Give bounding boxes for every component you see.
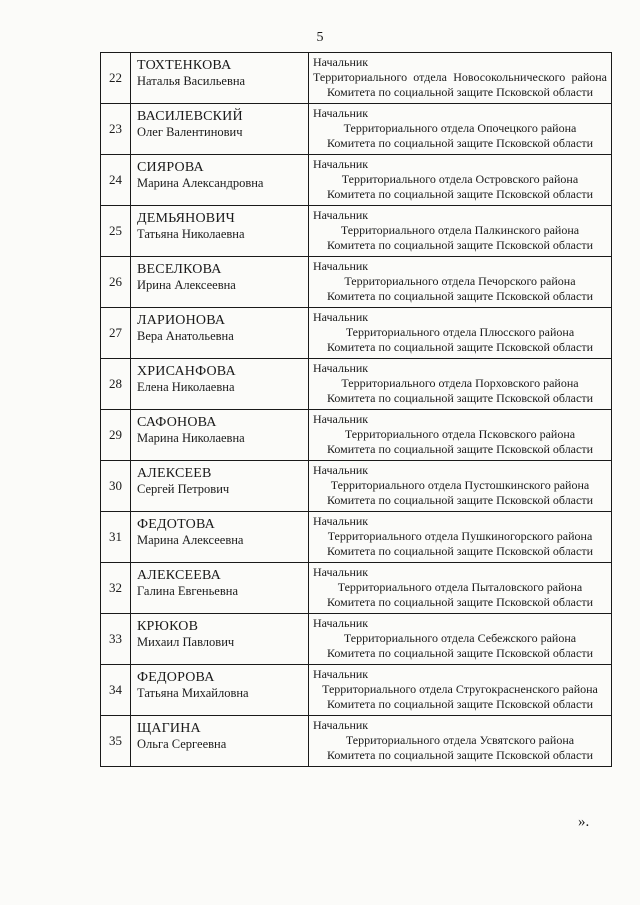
surname: ВАСИЛЕВСКИЙ bbox=[137, 109, 243, 124]
given-names: Татьяна Михайловна bbox=[137, 686, 249, 700]
position-title: Начальник bbox=[313, 463, 369, 477]
position-department: Территориального отдела Пустошкинского района bbox=[330, 478, 590, 492]
row-number: 29 bbox=[101, 410, 131, 461]
position-cell bbox=[309, 104, 612, 155]
row-number: 23 bbox=[101, 104, 131, 155]
surname: ХРИСАНФОВА bbox=[137, 364, 236, 379]
table-row bbox=[101, 206, 612, 257]
surname: АЛЕКСЕЕВ bbox=[137, 466, 212, 481]
position-title: Начальник bbox=[313, 310, 369, 324]
table-row bbox=[101, 614, 612, 665]
row-number: 25 bbox=[101, 206, 131, 257]
given-names: Ирина Алексеевна bbox=[137, 278, 236, 292]
given-names: Вера Анатольевна bbox=[137, 329, 234, 343]
position-department: Территориального отдела Палкинского района bbox=[340, 223, 580, 237]
person-cell bbox=[131, 461, 309, 512]
position-department: Территориального отдела Пушкиногорского района bbox=[327, 529, 593, 543]
given-names: Татьяна Николаевна bbox=[137, 227, 245, 241]
row-number: 34 bbox=[101, 665, 131, 716]
row-number: 33 bbox=[101, 614, 131, 665]
given-names: Ольга Сергеевна bbox=[137, 737, 227, 751]
person-cell bbox=[131, 155, 309, 206]
person-cell bbox=[131, 359, 309, 410]
position-committee: Комитета по социальной защите Псковской области bbox=[327, 136, 593, 150]
table-row bbox=[101, 257, 612, 308]
position-committee: Комитета по социальной защите Псковской области bbox=[327, 697, 593, 711]
person-cell bbox=[131, 665, 309, 716]
row-number: 27 bbox=[101, 308, 131, 359]
position-committee: Комитета по социальной защите Псковской области bbox=[327, 289, 593, 303]
given-names: Марина Николаевна bbox=[137, 431, 245, 445]
person-cell bbox=[131, 104, 309, 155]
given-names: Сергей Петрович bbox=[137, 482, 230, 496]
given-names: Олег Валентинович bbox=[137, 125, 243, 139]
given-names: Марина Алексеевна bbox=[137, 533, 244, 547]
position-department: Территориального отдела Стругокрасненского района bbox=[322, 682, 598, 696]
given-names: Михаил Павлович bbox=[137, 635, 235, 649]
table-row bbox=[101, 53, 612, 104]
position-title: Начальник bbox=[313, 259, 369, 273]
surname: ФЕДОРОВА bbox=[137, 670, 215, 685]
surname: ТОХТЕНКОВА bbox=[137, 58, 232, 73]
row-number: 28 bbox=[101, 359, 131, 410]
position-title: Начальник bbox=[313, 361, 369, 375]
position-cell bbox=[309, 308, 612, 359]
table-row bbox=[101, 308, 612, 359]
position-cell bbox=[309, 53, 612, 104]
position-department: Территориального отдела Псковского района bbox=[344, 427, 576, 441]
position-cell bbox=[309, 614, 612, 665]
table-row bbox=[101, 155, 612, 206]
position-cell bbox=[309, 563, 612, 614]
position-cell bbox=[309, 359, 612, 410]
given-names: Марина Александровна bbox=[137, 176, 264, 190]
position-committee: Комитета по социальной защите Псковской области bbox=[327, 187, 593, 201]
position-committee: Комитета по социальной защите Псковской области bbox=[327, 595, 593, 609]
page-number: 5 bbox=[316, 30, 324, 45]
position-committee: Комитета по социальной защите Псковской области bbox=[327, 340, 593, 354]
position-title: Начальник bbox=[313, 514, 369, 528]
row-number: 30 bbox=[101, 461, 131, 512]
given-names: Елена Николаевна bbox=[137, 380, 235, 394]
table-row bbox=[101, 104, 612, 155]
position-cell bbox=[309, 461, 612, 512]
person-cell bbox=[131, 410, 309, 461]
person-cell bbox=[131, 512, 309, 563]
position-title: Начальник bbox=[313, 157, 369, 171]
position-cell bbox=[309, 257, 612, 308]
position-department: Территориального отдела Себежского района bbox=[343, 631, 577, 645]
surname: ЩАГИНА bbox=[137, 721, 201, 736]
position-cell bbox=[309, 665, 612, 716]
table-row bbox=[101, 716, 612, 767]
person-cell bbox=[131, 257, 309, 308]
position-cell bbox=[309, 410, 612, 461]
surname: СИЯРОВА bbox=[137, 160, 204, 175]
row-number: 32 bbox=[101, 563, 131, 614]
person-cell bbox=[131, 206, 309, 257]
position-department: Территориального отдела Порховского района bbox=[341, 376, 579, 390]
row-number: 26 bbox=[101, 257, 131, 308]
position-committee: Комитета по социальной защите Псковской области bbox=[327, 544, 593, 558]
staff-table bbox=[100, 52, 612, 767]
surname: ВЕСЕЛКОВА bbox=[137, 262, 222, 277]
surname: КРЮКОВ bbox=[137, 619, 199, 634]
staff-table-body bbox=[101, 53, 612, 767]
table-row bbox=[101, 461, 612, 512]
position-title: Начальник bbox=[313, 616, 369, 630]
row-number: 24 bbox=[101, 155, 131, 206]
position-committee: Комитета по социальной защите Псковской области bbox=[327, 646, 593, 660]
position-department: Территориального отдела Островского района bbox=[341, 172, 579, 186]
person-cell bbox=[131, 563, 309, 614]
position-department: Территориального отдела Пыталовского района bbox=[337, 580, 583, 594]
surname: ДЕМЬЯНОВИЧ bbox=[137, 211, 235, 226]
table-row bbox=[101, 359, 612, 410]
surname: ФЕДОТОВА bbox=[137, 517, 215, 532]
table-row bbox=[101, 410, 612, 461]
position-department: Территориального отдела Новосокольнического района bbox=[313, 70, 607, 84]
table-row bbox=[101, 512, 612, 563]
position-committee: Комитета по социальной защите Псковской области bbox=[327, 748, 593, 762]
position-title: Начальник bbox=[313, 565, 369, 579]
position-department: Территориального отдела Усвятского района bbox=[345, 733, 575, 747]
position-department: Территориального отдела Плюсского района bbox=[345, 325, 575, 339]
position-committee: Комитета по социальной защите Псковской области bbox=[327, 238, 593, 252]
person-cell bbox=[131, 308, 309, 359]
position-committee: Комитета по социальной защите Псковской области bbox=[327, 391, 593, 405]
position-committee: Комитета по социальной защите Псковской области bbox=[327, 85, 593, 99]
surname: САФОНОВА bbox=[137, 415, 217, 430]
person-cell bbox=[131, 614, 309, 665]
position-cell bbox=[309, 512, 612, 563]
row-number: 35 bbox=[101, 716, 131, 767]
position-title: Начальник bbox=[313, 106, 369, 120]
position-title: Начальник bbox=[313, 55, 369, 69]
given-names: Наталья Васильевна bbox=[137, 74, 246, 88]
position-cell bbox=[309, 155, 612, 206]
position-title: Начальник bbox=[313, 208, 369, 222]
table-row bbox=[101, 665, 612, 716]
position-cell bbox=[309, 206, 612, 257]
closing-quote: ». bbox=[578, 814, 590, 830]
position-committee: Комитета по социальной защите Псковской области bbox=[327, 442, 593, 456]
position-cell bbox=[309, 716, 612, 767]
row-number: 31 bbox=[101, 512, 131, 563]
position-title: Начальник bbox=[313, 667, 369, 681]
person-cell bbox=[131, 716, 309, 767]
position-committee: Комитета по социальной защите Псковской области bbox=[327, 493, 593, 507]
table-row bbox=[101, 563, 612, 614]
surname: АЛЕКСЕЕВА bbox=[137, 568, 221, 583]
given-names: Галина Евгеньевна bbox=[137, 584, 238, 598]
position-department: Территориального отдела Печорского района bbox=[344, 274, 576, 288]
position-department: Территориального отдела Опочецкого района bbox=[343, 121, 577, 135]
row-number: 22 bbox=[101, 53, 131, 104]
person-cell bbox=[131, 53, 309, 104]
position-title: Начальник bbox=[313, 412, 369, 426]
surname: ЛАРИОНОВА bbox=[137, 313, 226, 328]
position-title: Начальник bbox=[313, 718, 369, 732]
